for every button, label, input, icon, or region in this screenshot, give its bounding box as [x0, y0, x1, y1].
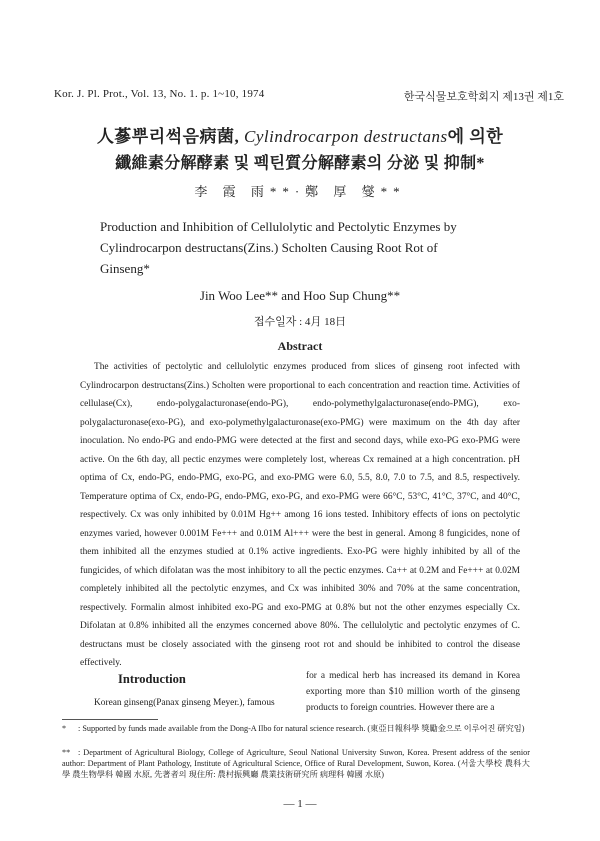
introduction-right-column: for a medical herb has increased its demand in Korea exporting more than $10 million worth of the ginseng products to foreign countries. However there are a — [306, 671, 520, 713]
abstract-body — [80, 358, 520, 673]
footnote-funding — [62, 723, 530, 734]
title-ko-suffix: 에 의한 — [447, 127, 504, 146]
footnote-mark: * — [62, 724, 67, 733]
journal-citation-ko: 한국식물보호학회지 제13권 제1호 — [403, 91, 564, 103]
authors-english: Jin Woo Lee** and Hoo Sup Chung** — [199, 288, 401, 303]
authors-korean: 李 霞 雨**·鄭 厚 燮** — [194, 184, 406, 199]
introduction-left-column: Korean ginseng(Panax ginseng Meyer.), famous — [94, 698, 275, 708]
title-ko-species: Cylindrocarpon destructans — [244, 127, 448, 146]
footnote-text: : Supported by funds made available from the Dong-A Ilbo for natural science research. (東亞日報科學 獎勵金으로 이루어진 研究임) — [78, 724, 525, 733]
title-english — [100, 216, 530, 279]
title-en-line-3: Ginseng* — [100, 261, 150, 276]
abstract-paragraph: The activities of pectolytic and cellulolytic enzymes produced from slices of ginseng root infected with Cylindrocarpon destructans(Zins.) Scholten were proportional to each concentration and reaction time. Activities of cellulase(Cx), endo-polygalacturonase(endo-PG), endo-polymethylgalacturonase(endo-PMG), exo-polygalacturonase(exo-PG), and exo-polymethylgalacturonase(exo-PMG) were maximum on the 4th day after inoculation. No endo-PG and endo-PMG were detected at the first and second days, while exo-PG exo-PMG were active. On the 6th day, all pectic enzymes were completely lost, whereas Cx remained at a high concentration. pH optima of Cx, endo-PG, endo-PMG, exo-PG, and exo-PMG were 6.0, 5.5, 8.0, 7.0 to 7.5, and 8.5, respectively. Temperature optima of Cx, endo-PG, endo-PMG, exo-PG, and exo-PMG were 66°C, 53°C, 41°C, 37°C, and 40°C, respectively. Cx was only inhibited by 0.01M Hg++ among 16 ions tested. Inhibitory effects of ions on pectolytic enzymes varied, however 0.001M Fe+++ and 0.01M Al+++ were the best in general. Among 8 fungicides, none of them inhibited all the enzymes studied at 0.1% active ingredients. Exo-PG were highly inhibited by all of the fungicides, of which difolatan was the most inhibitory to all the pectic enzymes. Ca++ at 0.2M and Fe+++ at 0.02M completely inhibited all the pectolytic enzymes, and Cx was inhibited 30% and 70% at the same concentration, respectively. Formalin almost inhibited exo-PG and exo-PMG at 0.8% but not the other enzymes especially Cx. Difolatan at 0.8% inhibited all the enzymes concerned above 80%. The cellulolytic and pectolytic enzymes of C. destructans must be closely associated with the ginseng root rot and should be inhibited to control the disease effectively. — [80, 362, 520, 668]
abstract-heading: Abstract — [277, 339, 323, 353]
title-ko-prefix: 人蔘뿌리썩음病菌, — [96, 127, 240, 146]
received-date: 접수일자 : 4月 18日 — [253, 316, 347, 328]
title-en-line-1: Production and Inhibition of Cellulolytic and Pectolytic Enzymes by — [100, 219, 457, 234]
introduction-heading: Introduction — [118, 672, 186, 686]
page-number: — 1 — — [283, 798, 317, 810]
title-en-line-2: Cylindrocarpon destructans(Zins.) Scholten Causing Root Rot of — [100, 240, 438, 255]
journal-citation: Kor. J. Pl. Prot., Vol. 13, No. 1. p. 1~10, 1974 — [54, 88, 265, 100]
footnote-mark: ** — [62, 748, 71, 757]
footnote-affiliation — [62, 747, 530, 780]
title-korean-line-2: 纖維素分解酵素 및 펙틴質分解酵素의 分泌 및 抑制* — [115, 155, 485, 172]
footnote-text: : Department of Agricultural Biology, College of Agriculture, Seoul National University Suwon, Korea. Present address of the senior author: Department of Plant Pathology, Institute of Agricultural Science, Office of Rural Development, Suwon, Korea. (서울大學校 農科大學 農生物學科 韓國 水原, 先著者의 現住所: 農村振興廳 農業技術研究所 病理科 韓國 水原) — [62, 748, 530, 779]
title-korean-line-1 — [0, 122, 600, 147]
footnote-divider — [62, 719, 158, 720]
